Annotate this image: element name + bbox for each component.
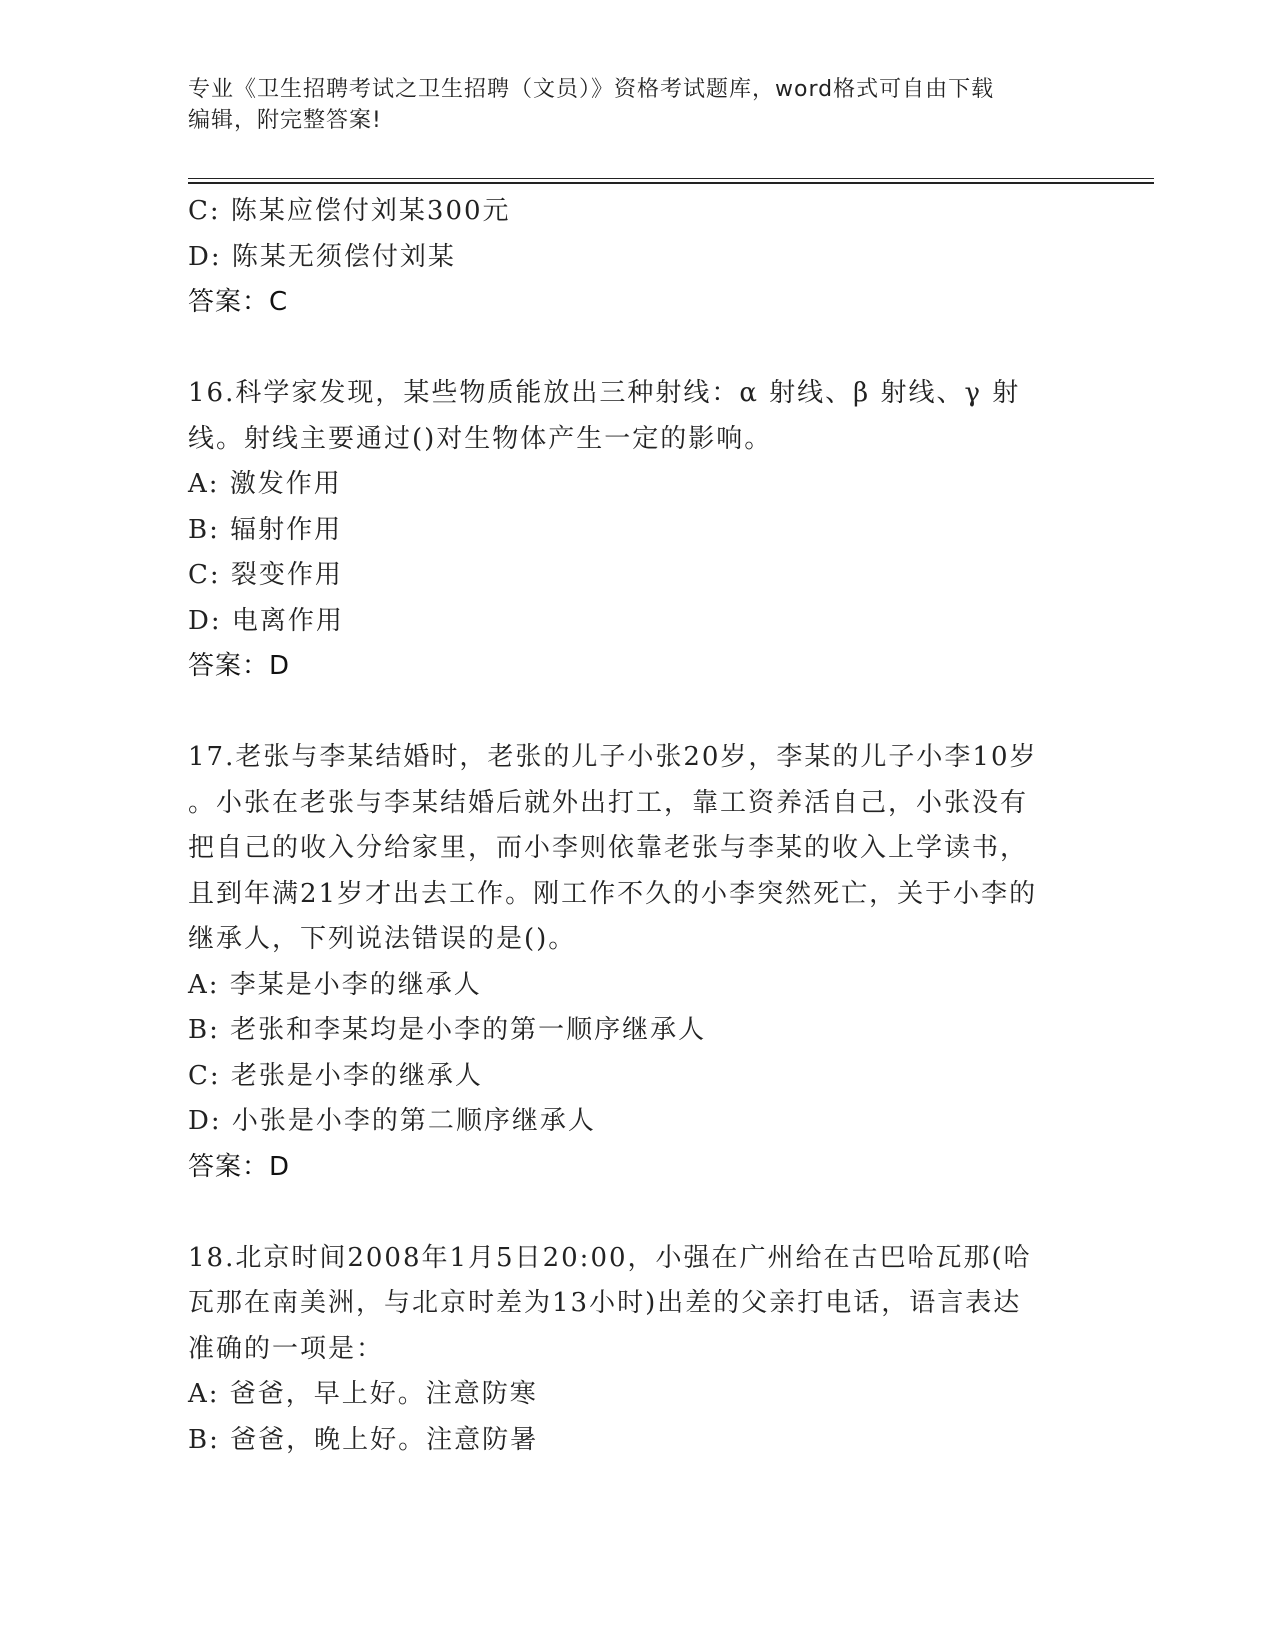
question-stem-line: 准确的一项是： (188, 1333, 385, 1364)
header-line-2: 编辑，附完整答案! (188, 108, 382, 133)
question-stem-line: 17.老张与李某结婚时，老张的儿子小张20岁，李某的儿子小李10岁 (188, 742, 1038, 772)
option-b: B: 辐射作用 (188, 514, 343, 545)
option-d: D: 电离作用 (188, 605, 344, 636)
question-15-continued (188, 189, 1078, 326)
question-18 (188, 1236, 1078, 1464)
answer-line: 答案：C (188, 287, 289, 317)
answer-line: 答案：D (188, 651, 291, 681)
question-stem-line: 线。射线主要通过()对生物体产生一定的影响。 (188, 423, 773, 454)
question-stem-line: 瓦那在南美洲，与北京时差为13小时)出差的父亲打电话，语言表达 (188, 1288, 1022, 1318)
header-rule-thin (188, 178, 1154, 179)
option-b: B: 老张和李某均是小李的第一顺序继承人 (188, 1015, 707, 1045)
question-stem-line: 把自己的收入分给家里，而小李则依靠老张与李某的收入上学读书， (188, 833, 1029, 863)
option-c: C: 陈某应偿付刘某300元 (188, 196, 511, 226)
option-c: C: 老张是小李的继承人 (188, 1060, 483, 1091)
header-line-1: 专业《卫生招聘考试之卫生招聘（文员）》资格考试题库，word格式可自由下载 (188, 77, 995, 102)
question-stem-line: 且到年满21岁才出去工作。刚工作不久的小李突然死亡，关于小李的 (188, 878, 1038, 909)
question-stem-line: 16.科学家发现，某些物质能放出三种射线：α 射线、β 射线、γ 射 (188, 378, 1021, 408)
option-d: D: 小张是小李的第二顺序继承人 (188, 1106, 596, 1136)
question-stem-line: 继承人，下列说法错误的是()。 (188, 924, 577, 954)
option-c: C: 裂变作用 (188, 560, 343, 590)
option-a: A: 激发作用 (188, 469, 342, 499)
answer-line: 答案：D (188, 1151, 291, 1182)
document-body (188, 189, 1078, 1463)
option-a: A: 李某是小李的继承人 (188, 969, 482, 1000)
question-stem-line: 。小张在老张与李某结婚后就外出打工，靠工资养活自己，小张没有 (188, 787, 1029, 818)
document-header (188, 74, 1068, 136)
option-b: B: 爸爸，晚上好。注意防暑 (188, 1424, 539, 1455)
question-17 (188, 735, 1078, 1190)
question-16 (188, 371, 1078, 690)
question-stem-line: 18.北京时间2008年1月5日20:00，小强在广州给在古巴哈瓦那(哈 (188, 1242, 1032, 1273)
option-a: A: 爸爸，早上好。注意防寒 (188, 1379, 538, 1409)
option-d: D: 陈某无须偿付刘某 (188, 241, 456, 272)
header-rule-thick (188, 182, 1154, 184)
